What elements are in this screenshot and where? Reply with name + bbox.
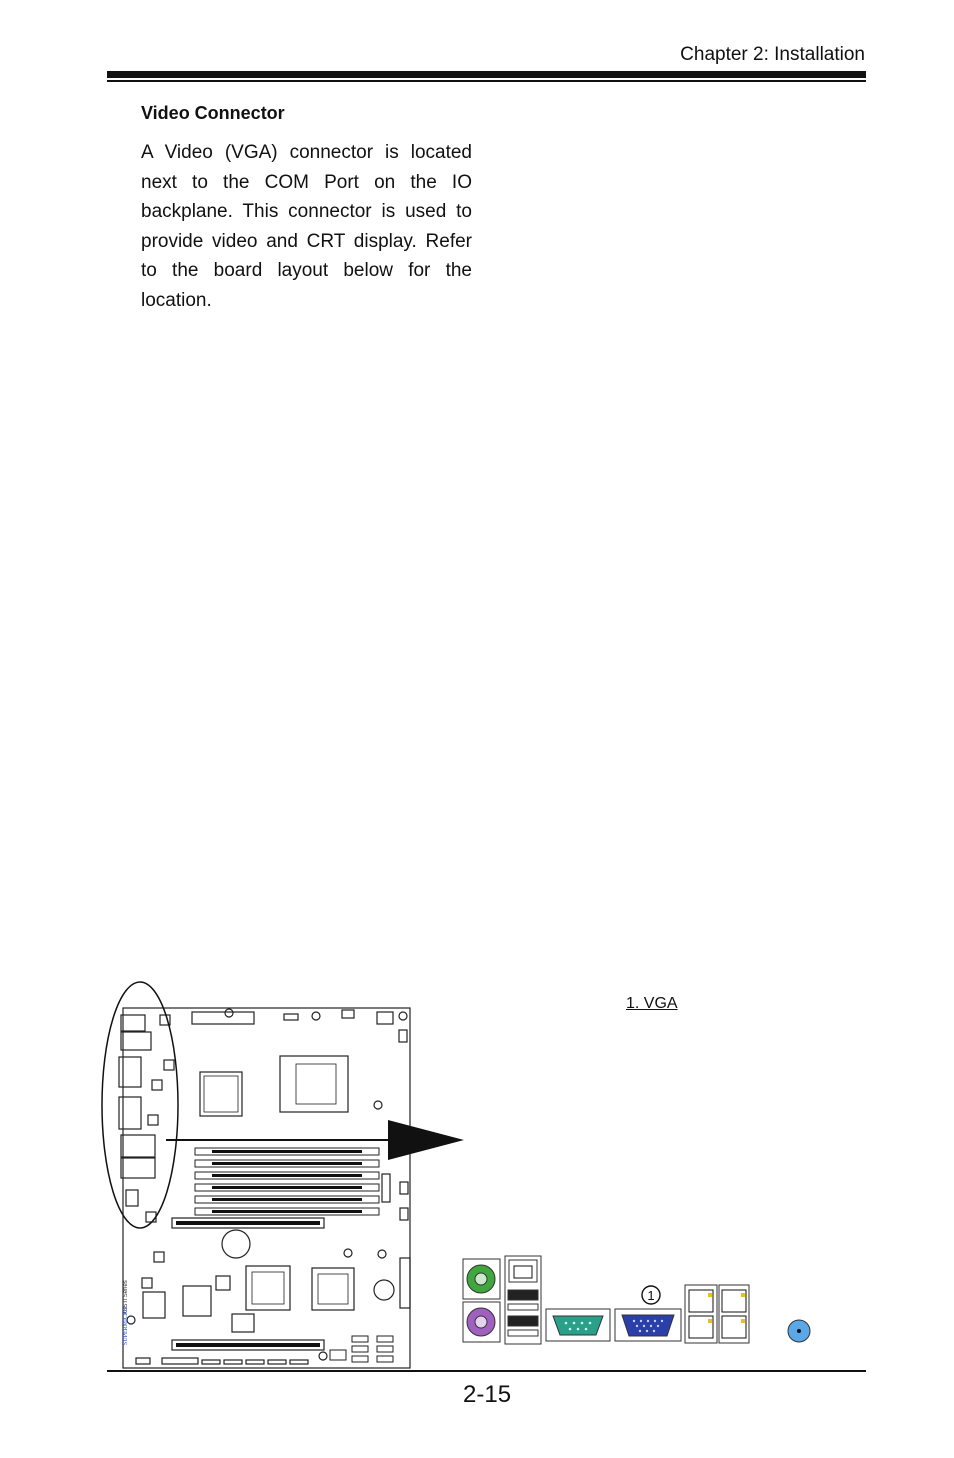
callout-number: 1: [647, 1288, 655, 1303]
io-highlight-ellipse: [102, 982, 178, 1228]
motherboard-diagram: [119, 1008, 410, 1368]
vga-port: [622, 1315, 674, 1336]
chapter-header: Chapter 2: Installation: [680, 44, 865, 65]
board-brand-logo: SUPERMICRO: [123, 1306, 129, 1345]
footer-rule: [107, 1370, 866, 1372]
pointer-arrow: [166, 1120, 464, 1160]
io-backplane: [463, 1256, 810, 1344]
com-port: [553, 1316, 603, 1335]
page-number: 2-15: [463, 1381, 512, 1408]
board-series-label: X8STi Series: [123, 1280, 129, 1315]
section-title: Video Connector: [141, 103, 285, 123]
callout-label: 1. VGA: [626, 995, 678, 1012]
section-body: A Video (VGA) connector is located next to the COM Port on the IO backplane. This connector is used to provide video and CRT display. Refer to the board layout below for the location.: [141, 142, 472, 311]
